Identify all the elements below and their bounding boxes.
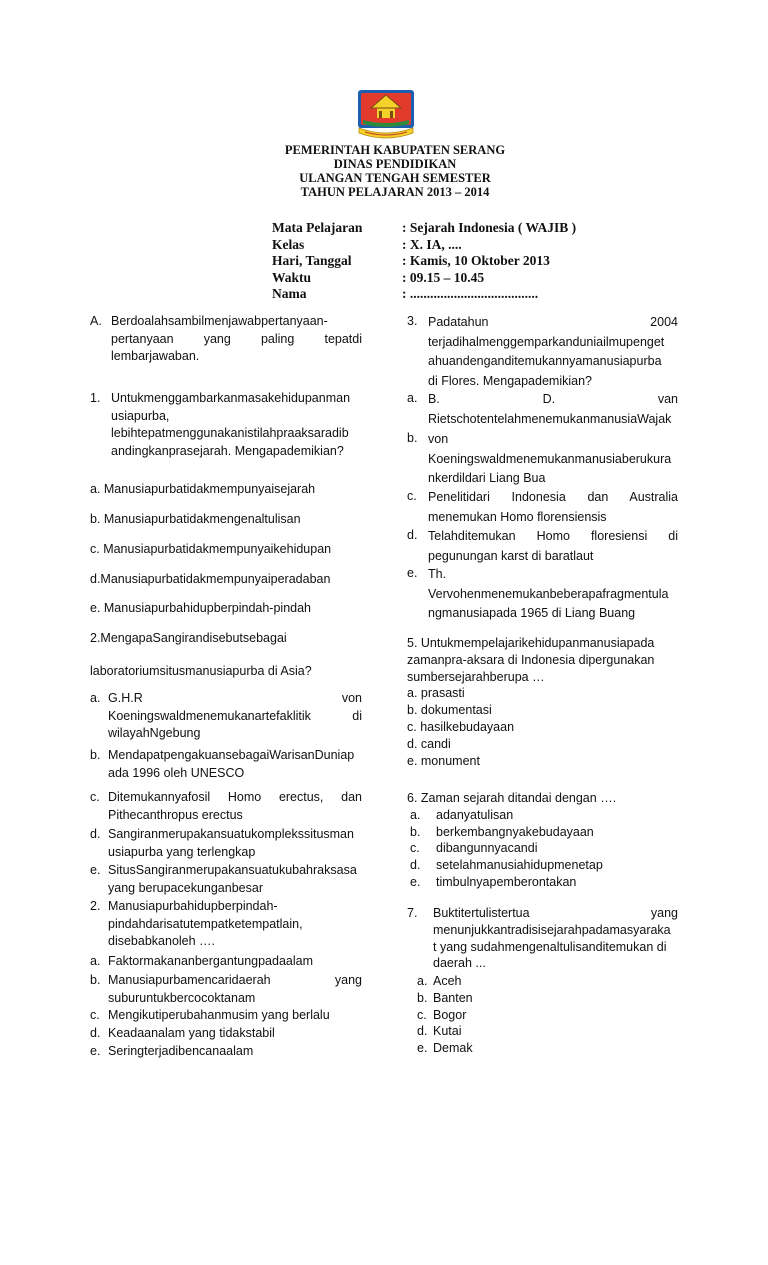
answer-option	[417, 1040, 667, 1057]
question-1	[90, 390, 362, 460]
info-row-time	[272, 270, 576, 287]
list-marker: 7.	[407, 906, 418, 920]
question-3-flores	[407, 313, 678, 391]
list-marker: d.	[417, 1024, 428, 1039]
instruction-block	[90, 313, 362, 366]
left-column	[90, 313, 362, 1083]
option-line: Faktormakananbergantungpadaalam	[108, 954, 313, 968]
option-line: nkerdildari Liang Bua	[428, 471, 546, 486]
answer-option	[417, 1023, 667, 1040]
exam-info-table	[272, 220, 576, 303]
option-line: Sangiranmerupakansuatukomplekssitusman	[108, 827, 354, 841]
info-label: Nama	[272, 286, 307, 301]
question-line: zamanpra-aksara di Indonesia dipergunakan	[407, 652, 655, 667]
answer-option	[407, 857, 678, 874]
answer-option	[407, 807, 678, 824]
option-line: menemukan Homo florensiensis	[428, 509, 607, 524]
answer-option	[90, 1043, 362, 1061]
question-3	[90, 898, 362, 951]
option-line: Manusiapurbamencaridaerah yang	[108, 973, 362, 987]
instruction-line: lembarjawaban.	[111, 349, 200, 364]
option-text: Bogor	[433, 1007, 467, 1022]
header-line-exam: ULANGAN TENGAH SEMESTER	[299, 171, 491, 185]
answer-option	[90, 1007, 362, 1025]
list-marker: a.	[90, 691, 101, 705]
info-row-class	[272, 237, 576, 254]
list-marker: a.	[90, 954, 101, 968]
option-text: Banten	[433, 990, 473, 1005]
question-line: terjadihalmenggemparkanduniailmupenget	[428, 334, 665, 349]
list-marker: b.	[90, 973, 101, 987]
question-line: Manusiapurbahidupberpindah-	[108, 899, 278, 913]
question-line: usiapurba,	[111, 408, 170, 423]
question-line: menunjukkantradisisejarahpadamasyaraka	[433, 922, 671, 937]
option-text: timbulnyapemberontakan	[436, 874, 577, 889]
question-line: sumbersejarahberupa …	[407, 669, 545, 684]
answer-option	[90, 690, 362, 743]
instruction-line: Berdoalahsambilmenjawabpertanyaan-	[111, 314, 328, 328]
answer-option	[407, 565, 678, 624]
info-label: Hari, Tanggal	[272, 253, 352, 268]
info-label: Kelas	[272, 236, 305, 252]
list-marker: d.	[90, 1026, 101, 1040]
list-marker: 1.	[90, 391, 101, 405]
option-line: Pithecanthropus erectus	[108, 807, 243, 822]
option-line: Mengikutiperubahanmusim yang berlalu	[108, 1008, 330, 1022]
answer-option	[90, 789, 362, 824]
document-header	[250, 143, 540, 199]
question-line: andingkanprasejarah. Mengapademikian?	[111, 443, 344, 458]
question-line: ahuandenganditemukannyamanusiapurba	[428, 354, 662, 369]
option-line: RietschotentelahmenemukanmanusiaWajak	[428, 411, 672, 426]
question-line: daerah ...	[433, 956, 486, 971]
question-line: lebihtepatmenggunakanistilahpraaksaradib	[111, 426, 349, 441]
answer-option: e. Manusiapurbahidupberpindah-pindah	[90, 601, 312, 615]
option-line: Koeningswaldmenemukanartefaklitik di	[108, 708, 362, 723]
list-marker: b.	[407, 431, 418, 445]
question-line: di Flores. Mengapademikian?	[428, 373, 592, 388]
option-text: Demak	[433, 1041, 473, 1056]
option-text: Aceh	[433, 974, 462, 988]
answer-option	[90, 953, 362, 971]
option-text: adanyatulisan	[436, 807, 514, 822]
option-line: B. D. van	[428, 392, 678, 406]
list-marker: e.	[410, 874, 421, 889]
question-line: 5. Untukmempelajarikehidupanmanusiapada	[407, 636, 655, 650]
answer-option: b. Manusiapurbatidakmengenaltulisan	[90, 512, 301, 526]
list-marker: a.	[417, 974, 428, 988]
option-line: MendapatpengakuansebagaiWarisanDuniap	[108, 748, 355, 762]
answer-option	[90, 747, 362, 782]
answer-option	[407, 390, 678, 429]
info-value: : X. IA, ....	[402, 236, 462, 252]
list-marker: 3.	[407, 314, 418, 328]
list-marker: c.	[90, 1008, 100, 1022]
answer-option	[90, 862, 362, 897]
list-marker: b.	[417, 990, 428, 1005]
option-line: Th.	[428, 567, 447, 581]
answer-option	[90, 826, 362, 861]
list-marker: c.	[90, 790, 100, 804]
header-line-department: DINAS PENDIDIKAN	[333, 157, 457, 171]
list-marker: e.	[417, 1041, 428, 1056]
answer-option	[90, 1025, 362, 1043]
option-line: Penelitidari Indonesia dan Australia	[428, 490, 678, 504]
option-line: pegunungan karst di baratlaut	[428, 548, 594, 563]
list-marker: e.	[90, 1044, 101, 1058]
answer-option	[407, 488, 678, 527]
list-marker: a.	[410, 807, 421, 822]
option-text: Kutai	[433, 1024, 462, 1039]
question-6	[407, 790, 678, 891]
list-marker: a.	[407, 391, 418, 405]
option-line: wilayahNgebung	[108, 726, 201, 741]
list-marker: c.	[407, 489, 417, 503]
answer-option	[407, 874, 678, 891]
option-line: Koeningswaldmenemukanmanusiaberukura	[428, 451, 672, 466]
option-line: suburuntukbercocoktanam	[108, 990, 256, 1005]
list-marker: d.	[407, 528, 418, 542]
question-7-options	[417, 973, 667, 1057]
answer-option: c. Manusiapurbatidakmempunyaikehidupan	[90, 542, 332, 556]
answer-option	[407, 840, 678, 857]
answer-option: d.Manusiapurbatidakmempunyaiperadaban	[90, 572, 331, 586]
right-column	[407, 313, 678, 1073]
answer-option: a. Manusiapurbatidakmempunyaisejarah	[90, 482, 316, 496]
option-line: yang berupacekunganbesar	[108, 880, 263, 895]
option-line: usiapurba yang terlengkap	[108, 844, 256, 859]
header-line-year: TAHUN PELAJARAN 2013 – 2014	[300, 185, 490, 199]
info-value: : 09.15 – 10.45	[402, 269, 485, 285]
option-text: dibangunnyacandi	[436, 841, 538, 856]
question-5	[407, 635, 678, 769]
info-label: Mata Pelajaran	[272, 220, 363, 235]
question-line: Untukmenggambarkanmasakehidupanman	[111, 391, 351, 405]
answer-option: c. hasilkebudayaan	[407, 719, 515, 734]
option-line: SitusSangiranmerupakansuatukubahraksasa	[108, 863, 357, 877]
info-value: : ......................................	[402, 286, 539, 301]
option-line: Telahditemukan Homo floresiensi di	[428, 529, 678, 543]
kabupaten-serang-emblem-icon	[355, 88, 417, 140]
answer-option: b. dokumentasi	[407, 703, 492, 718]
option-line: Seringterjadibencanaalam	[108, 1044, 254, 1058]
question-2-line: laboratoriumsitusmanusiapurba di Asia?	[90, 664, 312, 678]
info-label: Waktu	[272, 269, 312, 285]
question-line: Buktitertulistertua yang	[433, 906, 678, 920]
info-row-name	[272, 286, 576, 303]
option-line: Keadaanalam yang tidakstabil	[108, 1026, 275, 1040]
info-row-date	[272, 253, 576, 270]
answer-option	[417, 1007, 667, 1024]
list-marker: d.	[410, 858, 421, 873]
question-line: t yang sudahmengenaltulisanditemukan di	[433, 939, 667, 954]
info-value: : Sejarah Indonesia ( WAJIB )	[402, 220, 577, 235]
answer-option	[407, 824, 678, 841]
answer-option	[407, 527, 678, 566]
list-marker: b.	[90, 748, 101, 762]
instruction-line: pertanyaan yang paling tepatdi	[111, 331, 362, 346]
answer-option	[417, 973, 667, 990]
option-text: setelahmanusiahidupmenetap	[436, 858, 603, 873]
answer-option: a. prasasti	[407, 686, 465, 701]
info-value: : Kamis, 10 Oktober 2013	[402, 253, 550, 268]
list-marker: e.	[407, 566, 418, 580]
list-marker: 2.	[90, 899, 101, 913]
list-marker: c.	[410, 841, 420, 856]
list-marker: b.	[410, 824, 421, 839]
option-line: Ditemukannyafosil Homo erectus, dan	[108, 790, 362, 804]
answer-option	[417, 990, 667, 1007]
question-line: pindahdarisatutempatketempatlain,	[108, 916, 303, 931]
list-marker: e.	[90, 863, 101, 877]
option-line: G.H.R von	[108, 691, 362, 705]
option-text: berkembangnyakebudayaan	[436, 824, 594, 839]
info-row-subject	[272, 220, 576, 237]
question-line: Padatahun 2004	[428, 315, 678, 329]
list-marker: d.	[90, 827, 101, 841]
question-line: 6. Zaman sejarah ditandai dengan ….	[407, 791, 617, 805]
option-line: von	[428, 432, 449, 446]
list-marker: c.	[417, 1007, 427, 1022]
option-line: Vervohenmenemukanbeberapafragmentula	[428, 586, 669, 601]
option-line: ada 1996 oleh UNESCO	[108, 765, 245, 780]
option-line: ngmanusiapada 1965 di Liang Buang	[428, 606, 636, 621]
answer-option	[90, 972, 362, 1007]
question-2: 2.MengapaSangirandisebutsebagai	[90, 631, 287, 645]
question-line: disebabkanoleh ….	[108, 934, 216, 949]
header-line-government: PEMERINTAH KABUPATEN SERANG	[284, 143, 506, 157]
list-marker: A.	[90, 314, 102, 328]
answer-option	[407, 430, 678, 489]
question-7	[407, 905, 678, 972]
answer-option: e. monument	[407, 753, 480, 768]
answer-option: d. candi	[407, 736, 451, 751]
